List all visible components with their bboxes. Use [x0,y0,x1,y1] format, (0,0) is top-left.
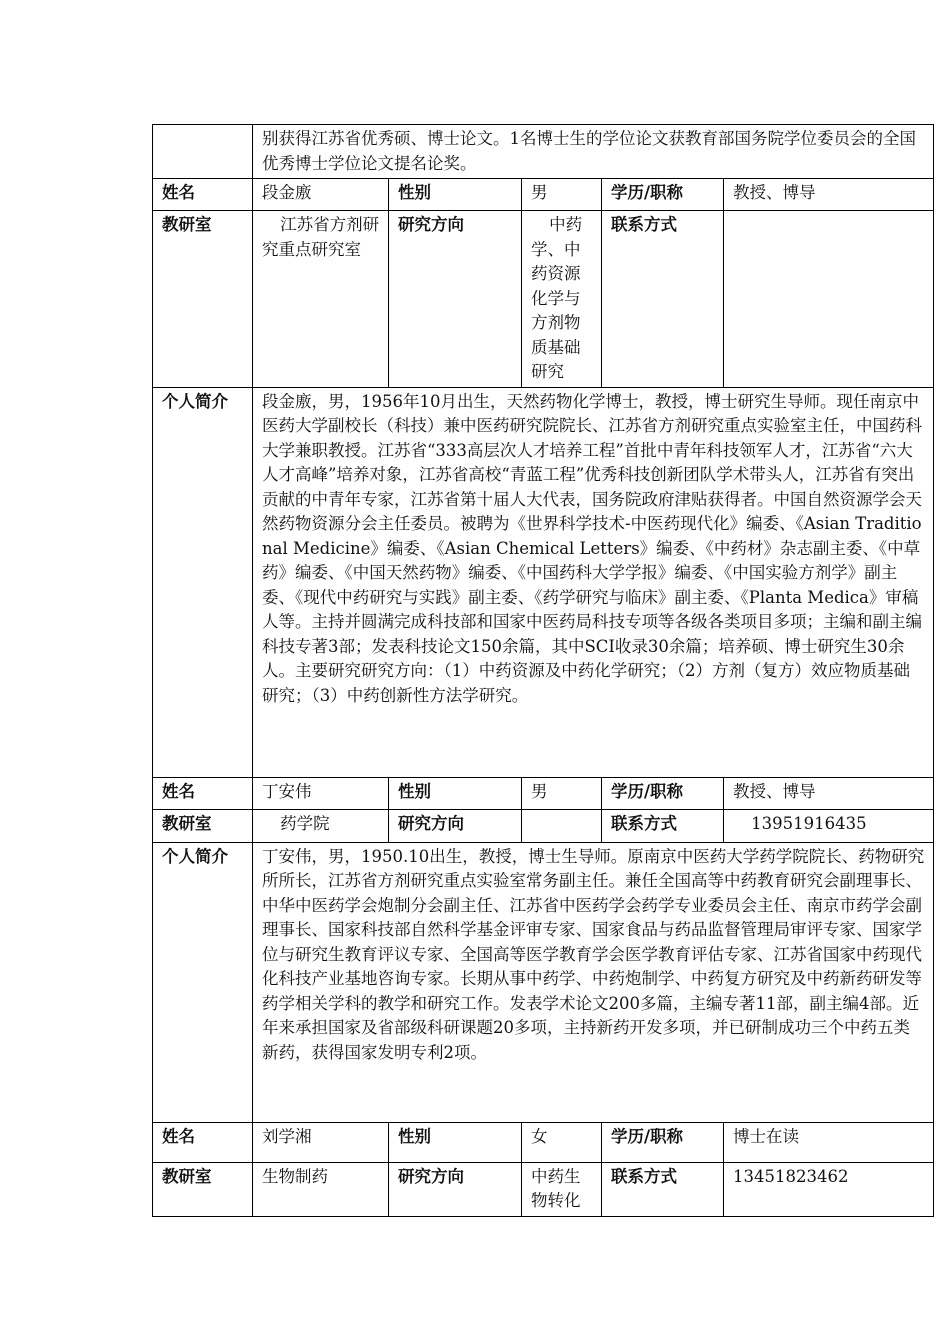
empty-label-cell [153,125,253,179]
person-1-gender: 男 [522,179,602,211]
name-label: 姓名 [153,1122,253,1162]
direction-label: 研究方向 [389,211,522,388]
person-1-header-row [153,179,934,211]
title-label: 学历/职称 [602,777,724,809]
person-3-contact: 13451823462 [724,1162,934,1216]
person-2-gender: 男 [522,777,602,809]
person-2-bio: 丁安伟，男，1950.10出生，教授，博士生导师。原南京中医药大学药学院院长、药物研究所所长，江苏省方剂研究重点实验室常务副主任。兼任全国高等中药教育研究会副理事长、中华中医药学会炮制分会副主任、江苏省中医药学会药学专业委员会主任、南京市药学会副理事长、国家科技部自然科学基金评审专家、国家食品与药品监督管理局审评专家、国家学位与研究生教育评议专家、全国高等医学教育学会医学教育评估专家、江苏省国家中药现代化科技产业基地咨询专家。长期从事中药学、中药炮制学、中药复方研究及中药新药研发等药学相关学科的教学和研究工作。发表学术论文200多篇，主编专著11部，副主编4部。近年来承担国家及省部级科研课题20多项，主持新药开发多项，并已研制成功三个中药五类新药，获得国家发明专利2项。 [253,842,934,1122]
continuation-row [153,125,934,179]
person-2-contact: 13951916435 [724,809,934,842]
direction-label: 研究方向 [389,809,522,842]
contact-label: 联系方式 [602,1162,724,1216]
person-3-title: 博士在读 [724,1122,934,1162]
dept-label: 教研室 [153,809,253,842]
person-1-dept-row [153,211,934,388]
person-3-direction: 中药生物转化 [522,1162,602,1216]
person-1-bio: 段金廒，男，1956年10月出生，天然药物化学博士，教授，博士研究生导师。现任南京中医药大学副校长（科技）兼中医药研究院院长、江苏省方剂研究重点实验室主任，中国药科大学兼职教授。江苏省“333高层次人才培养工程”首批中青年科技领军人才，江苏省“六大人才高峰”培养对象，江苏省高校“青蓝工程”优秀科技创新团队学术带头人，江苏省有突出贡献的中青年专家，江苏省第十届人大代表，国务院政府津贴获得者。中国自然资源学会天然药物资源分会主任委员。被聘为《世界科学技术-中医药现代化》编委、《Asian Traditional Medicine》编委、《Asian Chemical Letters》编委、《中药材》杂志副主委、《中草药》编委、《中国天然药物》编委、《中国药科大学学报》编委、《中国实验方剂学》副主委、《现代中药研究与实践》副主委、《药学研究与临床》副主委、《Planta Medica》审稿人等。主持并圆满完成科技部和国家中医药局科技专项等各级各类项目多项；主编和副主编科技专著3部；发表科技论文150余篇，其中SCI收录30余篇；培养硕、博士研究生30余人。主要研究研究方向：（1）中药资源及中药化学研究；（2）方剂（复方）效应物质基础研究；（3）中药创新性方法学研究。 [253,387,934,777]
person-2-dept: 药学院 [253,809,389,842]
person-3-dept-row [153,1162,934,1216]
person-2-bio-row [153,842,934,1122]
gender-label: 性别 [389,777,522,809]
person-1-name: 段金廒 [253,179,389,211]
person-2-direction [522,809,602,842]
gender-label: 性别 [389,179,522,211]
person-2-name: 丁安伟 [253,777,389,809]
person-3-gender: 女 [522,1122,602,1162]
person-3-header-row [153,1122,934,1162]
dept-label: 教研室 [153,1162,253,1216]
title-label: 学历/职称 [602,1122,724,1162]
person-1-bio-row [153,387,934,777]
person-1-dept: 江苏省方剂研究重点研究室 [253,211,389,388]
person-2-header-row [153,777,934,809]
contact-label: 联系方式 [602,809,724,842]
gender-label: 性别 [389,1122,522,1162]
title-label: 学历/职称 [602,179,724,211]
name-label: 姓名 [153,179,253,211]
bio-label: 个人简介 [153,387,253,777]
person-1-contact [724,211,934,388]
contact-label: 联系方式 [602,211,724,388]
profile-table [152,124,934,1217]
person-3-name: 刘学湘 [253,1122,389,1162]
dept-label: 教研室 [153,211,253,388]
direction-label: 研究方向 [389,1162,522,1216]
bio-label: 个人简介 [153,842,253,1122]
person-1-title: 教授、博导 [724,179,934,211]
person-3-dept: 生物制药 [253,1162,389,1216]
person-2-title: 教授、博导 [724,777,934,809]
name-label: 姓名 [153,777,253,809]
person-2-dept-row [153,809,934,842]
continuation-text: 别获得江苏省优秀硕、博士论文。1名博士生的学位论文获教育部国务院学位委员会的全国优秀博士学位论文提名论奖。 [253,125,934,179]
person-1-direction: 中药学、中药资源化学与方剂物质基础研究 [522,211,602,388]
